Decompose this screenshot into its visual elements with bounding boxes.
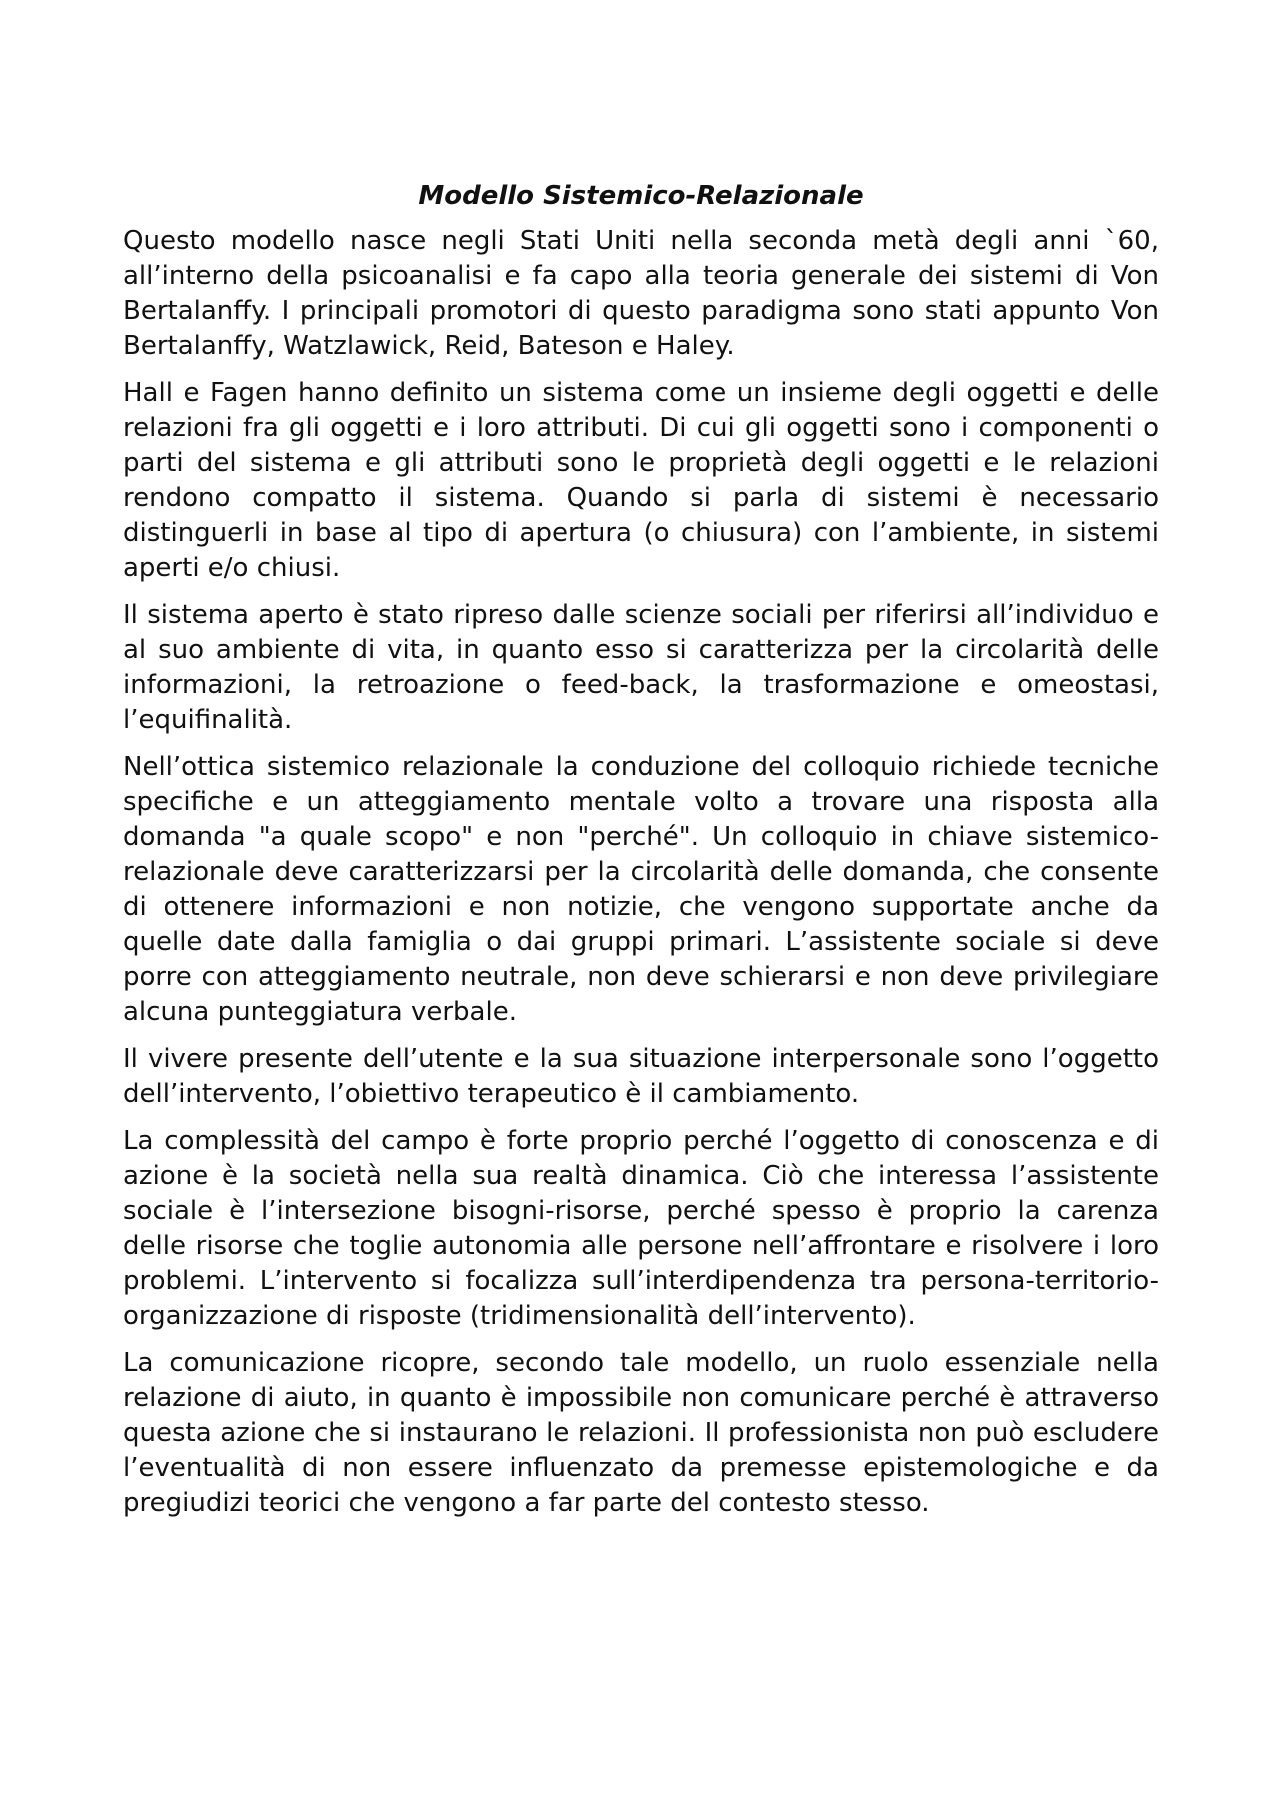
paragraph-3: Il sistema aperto è stato ripreso dalle scienze sociali per riferirsi all’individuo e al suo ambiente di vita, in quanto esso si caratterizza per la circolarità delle informazioni, la retroazione o feed-back, la trasformazione e omeostasi, l’equifinalità. <box>123 600 1159 735</box>
paragraph-7: La comunicazione ricopre, secondo tale modello, un ruolo essenziale nella relazione di aiuto, in quanto è impossibile non comunicare perché è attraverso questa azione che si instaurano le relazioni. Il professionista non può escludere l’eventualità di non essere influenzato da premesse epistemologiche e da pregiudizi teorici che vengono a far parte del contesto stesso. <box>123 1348 1159 1518</box>
paragraph-6: La complessità del campo è forte proprio perché l’oggetto di conoscenza e di azione è la società nella sua realtà dinamica. Ciò che interessa l’assistente sociale è l’intersezione bisogni-risorse, perché spesso è proprio la carenza delle risorse che toglie autonomia alle persone nell’affrontare e risolvere i loro problemi. L’intervento si focalizza sull’interdipendenza tra persona-territorio-organizzazione di risposte (tridimensionalità dell’intervento). <box>123 1126 1159 1331</box>
document-title: Modello Sistemico-Relazionale <box>418 181 864 211</box>
paragraph-5: Il vivere presente dell’utente e la sua situazione interpersonale sono l’oggetto dell’intervento, l’obiettivo terapeutico è il cambiamento. <box>123 1044 1159 1109</box>
document-body <box>123 178 1159 1533</box>
paragraph-1: Questo modello nasce negli Stati Uniti nella seconda metà degli anni `60, all’interno della psicoanalisi e fa capo alla teoria generale dei sistemi di Von Bertalanffy. I principali promotori di questo paradigma sono stati appunto Von Bertalanffy, Watzlawick, Reid, Bateson e Haley. <box>123 226 1159 361</box>
paragraph-2: Hall e Fagen hanno definito un sistema come un insieme degli oggetti e delle relazioni fra gli oggetti e i loro attributi. Di cui gli oggetti sono i componenti o parti del sistema e gli attributi sono le proprietà degli oggetti e le relazioni rendono compatto il sistema. Quando si parla di sistemi è necessario distinguerli in base al tipo di apertura (o chiusura) con l’ambiente, in sistemi aperti e/o chiusi. <box>123 378 1159 583</box>
paragraph-4: Nell’ottica sistemico relazionale la conduzione del colloquio richiede tecniche specifiche e un atteggiamento mentale volto a trovare una risposta alla domanda "a quale scopo" e non "perché". Un colloquio in chiave sistemico-relazionale deve caratterizzarsi per la circolarità delle domanda, che consente di ottenere informazioni e non notizie, che vengono supportate anche da quelle date dalla famiglia o dai gruppi primari. L’assistente sociale si deve porre con atteggiamento neutrale, non deve schierarsi e non deve privilegiare alcuna punteggiatura verbale. <box>123 752 1159 1027</box>
